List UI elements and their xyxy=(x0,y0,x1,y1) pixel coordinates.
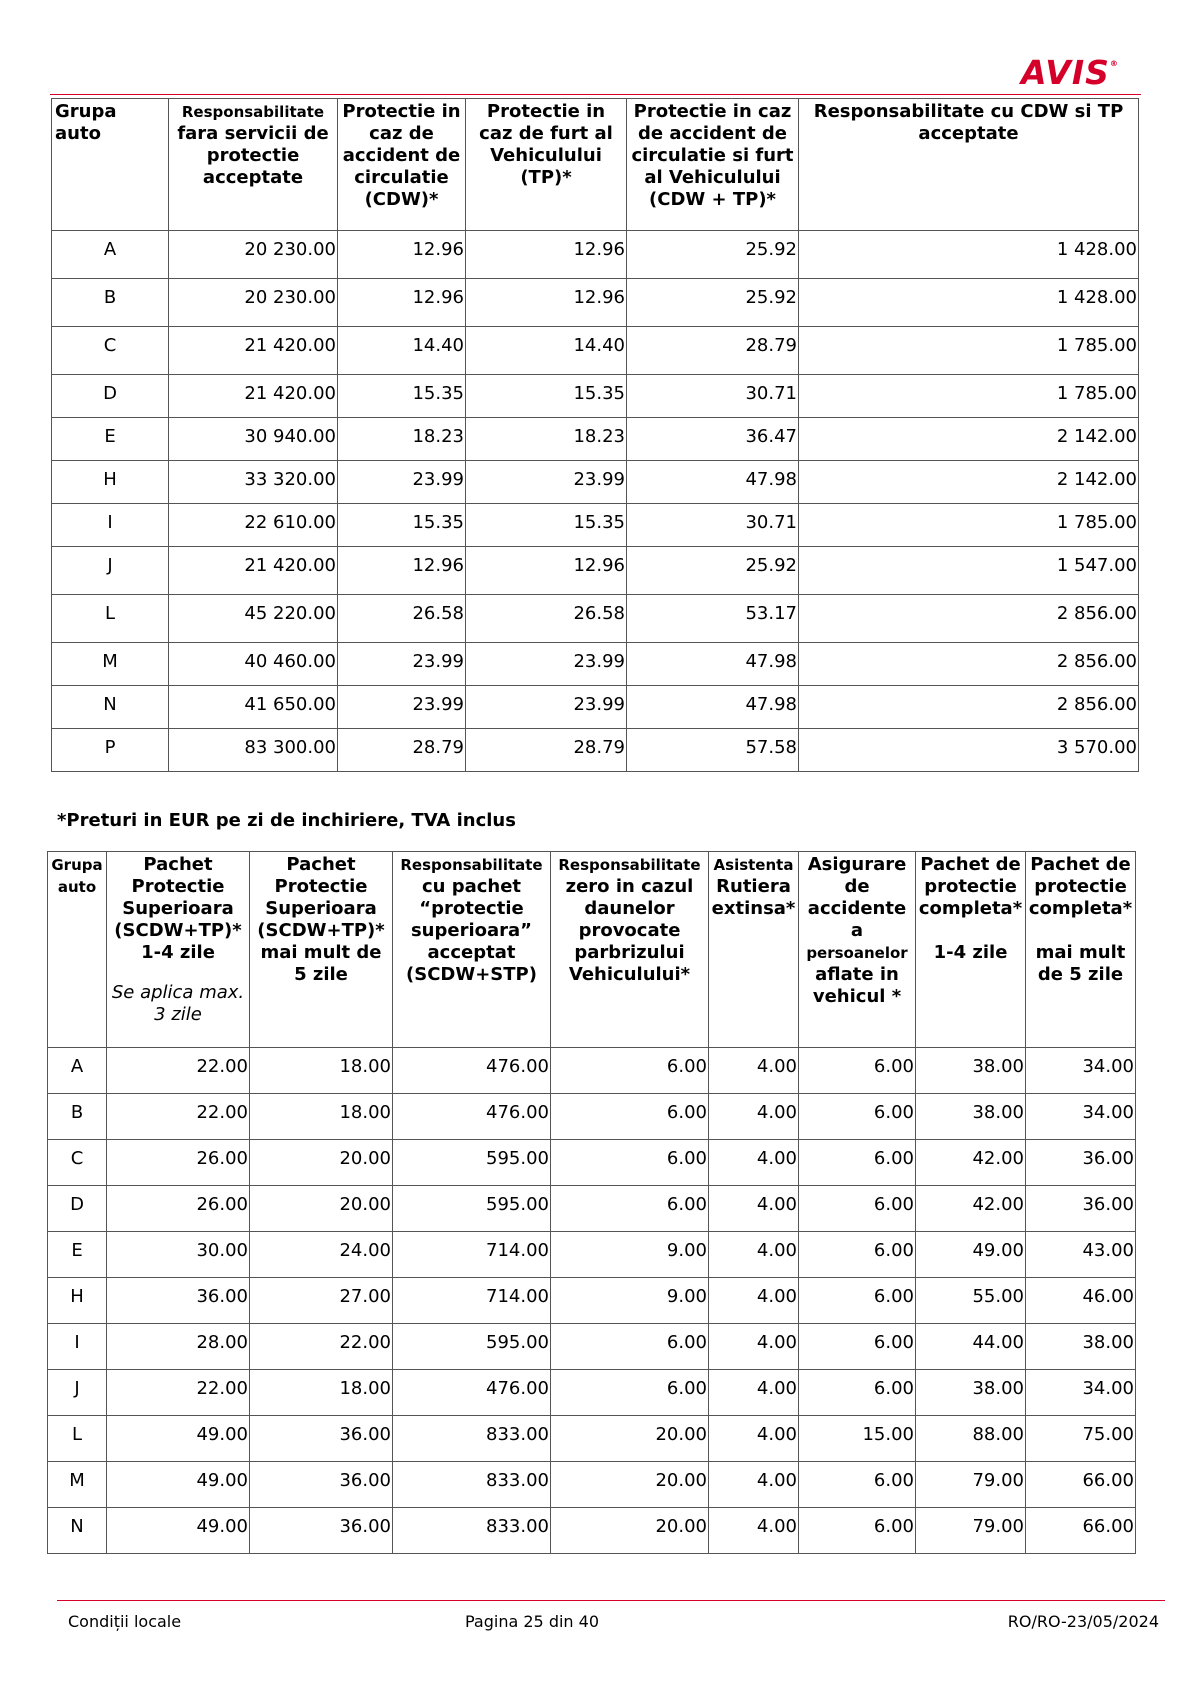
price-cell: 4.00 xyxy=(709,1232,799,1278)
price-cell: 38.00 xyxy=(916,1048,1026,1094)
price-cell: 24.00 xyxy=(250,1232,393,1278)
price-cell: 42.00 xyxy=(916,1140,1026,1186)
logo-text: AVIS xyxy=(1021,53,1110,92)
price-cell: 1 785.00 xyxy=(799,327,1139,375)
price-cell: 49.00 xyxy=(916,1232,1026,1278)
price-cell: 34.00 xyxy=(1026,1370,1136,1416)
group-cell: D xyxy=(52,375,169,418)
price-cell: 18.00 xyxy=(250,1094,393,1140)
price-cell: 23.99 xyxy=(338,643,466,686)
header-full-5-a: Pachet de protectie completa* xyxy=(1028,854,1133,919)
price-cell: 23.99 xyxy=(338,686,466,729)
price-cell: 36.00 xyxy=(250,1462,393,1508)
price-cell: 34.00 xyxy=(1026,1094,1136,1140)
price-cell: 40 460.00 xyxy=(169,643,338,686)
header-cdw: Protectie in caz de accident de circulatie (CDW)* xyxy=(338,99,466,231)
price-cell: 20.00 xyxy=(551,1416,709,1462)
header-roadside xyxy=(709,852,799,1048)
header-full-5-b: mai mult de 5 zile xyxy=(1035,942,1126,985)
price-cell: 6.00 xyxy=(799,1186,916,1232)
price-cell: 1 785.00 xyxy=(799,375,1139,418)
price-cell: 4.00 xyxy=(709,1324,799,1370)
group-cell: C xyxy=(52,327,169,375)
price-cell: 49.00 xyxy=(107,1462,250,1508)
price-cell: 6.00 xyxy=(799,1094,916,1140)
price-cell: 26.00 xyxy=(107,1140,250,1186)
table-row xyxy=(52,595,1139,643)
price-cell: 1 547.00 xyxy=(799,547,1139,595)
table-row xyxy=(48,1370,1136,1416)
price-cell: 36.00 xyxy=(1026,1140,1136,1186)
price-cell: 6.00 xyxy=(799,1048,916,1094)
price-cell: 20.00 xyxy=(250,1140,393,1186)
price-cell: 36.47 xyxy=(627,418,799,461)
price-cell: 3 570.00 xyxy=(799,729,1139,772)
group-cell: N xyxy=(48,1508,107,1554)
header-liability-no-protection xyxy=(169,99,338,231)
header-liability-rest: fara servicii de protectie acceptate xyxy=(177,123,329,188)
table-row xyxy=(52,643,1139,686)
price-cell: 49.00 xyxy=(107,1508,250,1554)
table-row xyxy=(52,327,1139,375)
group-cell: H xyxy=(48,1278,107,1324)
price-cell: 2 142.00 xyxy=(799,461,1139,504)
price-cell: 53.17 xyxy=(627,595,799,643)
price-cell: 6.00 xyxy=(551,1140,709,1186)
price-cell: 23.99 xyxy=(466,643,627,686)
table-row xyxy=(52,686,1139,729)
price-cell: 33 320.00 xyxy=(169,461,338,504)
price-cell: 22 610.00 xyxy=(169,504,338,547)
header-windscreen xyxy=(551,852,709,1048)
table-row xyxy=(48,1094,1136,1140)
table-row xyxy=(52,461,1139,504)
header-pai-a: Asigurare de accidente a xyxy=(807,854,907,941)
group-cell: J xyxy=(48,1370,107,1416)
header-liability-cdw-tp: Responsabilitate cu CDW si TP acceptate xyxy=(799,99,1139,231)
price-cell: 6.00 xyxy=(551,1370,709,1416)
group-cell: M xyxy=(52,643,169,686)
price-cell: 4.00 xyxy=(709,1186,799,1232)
price-cell: 6.00 xyxy=(799,1278,916,1324)
price-cell: 15.35 xyxy=(338,375,466,418)
price-cell: 26.00 xyxy=(107,1186,250,1232)
header-pai xyxy=(799,852,916,1048)
price-cell: 6.00 xyxy=(799,1462,916,1508)
group-cell: L xyxy=(48,1416,107,1462)
price-cell: 12.96 xyxy=(466,547,627,595)
price-cell: 88.00 xyxy=(916,1416,1026,1462)
price-cell: 595.00 xyxy=(393,1324,551,1370)
price-cell: 15.35 xyxy=(466,504,627,547)
group-cell: M xyxy=(48,1462,107,1508)
price-cell: 26.58 xyxy=(338,595,466,643)
package-prices-table xyxy=(47,851,1136,1554)
price-cell: 21 420.00 xyxy=(169,547,338,595)
price-cell: 6.00 xyxy=(551,1324,709,1370)
header-liability-small: Responsabilitate xyxy=(181,103,325,121)
group-cell: A xyxy=(52,231,169,279)
price-cell: 44.00 xyxy=(916,1324,1026,1370)
header-pai-small: persoanelor xyxy=(806,944,908,962)
header-scdw-5: Pachet Protectie Superioara (SCDW+TP)* mai mult de 5 zile xyxy=(250,852,393,1048)
price-cell: 57.58 xyxy=(627,729,799,772)
price-cell: 28.79 xyxy=(338,729,466,772)
group-cell: L xyxy=(52,595,169,643)
price-cell: 34.00 xyxy=(1026,1048,1136,1094)
group-cell: D xyxy=(48,1186,107,1232)
price-cell: 25.92 xyxy=(627,279,799,327)
table-row xyxy=(48,1324,1136,1370)
price-cell: 18.23 xyxy=(466,418,627,461)
price-cell: 66.00 xyxy=(1026,1462,1136,1508)
table-row xyxy=(48,1462,1136,1508)
table-row xyxy=(48,1416,1136,1462)
header-windscreen-rest: zero in cazul daunelor provocate parbrizului Vehiculului* xyxy=(565,876,694,985)
price-cell: 12.96 xyxy=(466,279,627,327)
table-header-row xyxy=(48,852,1136,1048)
price-cell: 49.00 xyxy=(107,1416,250,1462)
table-row xyxy=(48,1278,1136,1324)
price-cell: 6.00 xyxy=(799,1508,916,1554)
header-tp: Protectie in caz de furt al Vehiculului (TP)* xyxy=(466,99,627,231)
price-cell: 15.35 xyxy=(466,375,627,418)
group-cell: P xyxy=(52,729,169,772)
price-cell: 22.00 xyxy=(107,1370,250,1416)
price-cell: 20.00 xyxy=(551,1508,709,1554)
price-cell: 12.96 xyxy=(466,231,627,279)
price-cell: 15.35 xyxy=(338,504,466,547)
header-group: Grupa auto xyxy=(48,852,107,1048)
table-row xyxy=(52,504,1139,547)
price-cell: 28.79 xyxy=(627,327,799,375)
price-cell: 43.00 xyxy=(1026,1232,1136,1278)
price-cell: 22.00 xyxy=(250,1324,393,1370)
price-cell: 23.99 xyxy=(466,686,627,729)
table-row xyxy=(52,231,1139,279)
registered-mark: ® xyxy=(1109,59,1119,68)
avis-logo xyxy=(1021,53,1119,92)
price-cell: 46.00 xyxy=(1026,1278,1136,1324)
price-cell: 20.00 xyxy=(551,1462,709,1508)
group-cell: B xyxy=(48,1094,107,1140)
table-row xyxy=(48,1232,1136,1278)
header-full-1-4-b: 1-4 zile xyxy=(933,942,1008,963)
price-cell: 15.00 xyxy=(799,1416,916,1462)
price-cell: 14.40 xyxy=(338,327,466,375)
price-cell: 42.00 xyxy=(916,1186,1026,1232)
price-cell: 4.00 xyxy=(709,1048,799,1094)
footer-doc-ref: RO/RO-23/05/2024 xyxy=(1007,1612,1159,1631)
table-row xyxy=(48,1140,1136,1186)
header-scdw-1-4-label: Pachet Protectie Superioara (SCDW+TP)* 1-4 zile xyxy=(114,854,242,963)
price-cell: 30.71 xyxy=(627,375,799,418)
price-cell: 36.00 xyxy=(107,1278,250,1324)
table-row xyxy=(52,547,1139,595)
price-cell: 47.98 xyxy=(627,461,799,504)
header-liability-stp-small: Responsabilitate xyxy=(400,856,543,874)
price-cell: 1 428.00 xyxy=(799,279,1139,327)
price-cell: 6.00 xyxy=(799,1140,916,1186)
price-cell: 83 300.00 xyxy=(169,729,338,772)
table-row xyxy=(48,1186,1136,1232)
price-cell: 6.00 xyxy=(799,1370,916,1416)
header-full-1-4 xyxy=(916,852,1026,1048)
price-cell: 714.00 xyxy=(393,1278,551,1324)
protection-prices-table xyxy=(51,98,1139,772)
price-cell: 4.00 xyxy=(709,1508,799,1554)
price-cell: 6.00 xyxy=(551,1186,709,1232)
group-cell: H xyxy=(52,461,169,504)
price-cell: 22.00 xyxy=(107,1048,250,1094)
table-row xyxy=(52,375,1139,418)
price-cell: 30.71 xyxy=(627,504,799,547)
group-cell: I xyxy=(52,504,169,547)
header-scdw-1-4 xyxy=(107,852,250,1048)
price-cell: 66.00 xyxy=(1026,1508,1136,1554)
table-row xyxy=(52,729,1139,772)
price-cell: 47.98 xyxy=(627,686,799,729)
table-row xyxy=(48,1508,1136,1554)
price-cell: 38.00 xyxy=(1026,1324,1136,1370)
price-cell: 18.00 xyxy=(250,1048,393,1094)
group-cell: B xyxy=(52,279,169,327)
price-cell: 20 230.00 xyxy=(169,231,338,279)
price-cell: 55.00 xyxy=(916,1278,1026,1324)
price-cell: 4.00 xyxy=(709,1278,799,1324)
price-cell: 38.00 xyxy=(916,1370,1026,1416)
group-cell: E xyxy=(48,1232,107,1278)
header-roadside-small: Asistenta xyxy=(713,856,794,874)
price-cell: 38.00 xyxy=(916,1094,1026,1140)
price-cell: 30.00 xyxy=(107,1232,250,1278)
price-cell: 28.00 xyxy=(107,1324,250,1370)
table-row xyxy=(48,1048,1136,1094)
price-cell: 12.96 xyxy=(338,547,466,595)
price-cell: 714.00 xyxy=(393,1232,551,1278)
header-liability-stp-rest: cu pachet “protectie superioara” acceptat (SCDW+STP) xyxy=(406,876,537,985)
price-cell: 6.00 xyxy=(799,1232,916,1278)
page-number: Pagina 25 din 40 xyxy=(465,1612,599,1631)
table-row xyxy=(52,279,1139,327)
price-cell: 4.00 xyxy=(709,1370,799,1416)
price-cell: 23.99 xyxy=(338,461,466,504)
price-cell: 45 220.00 xyxy=(169,595,338,643)
price-cell: 476.00 xyxy=(393,1048,551,1094)
price-cell: 79.00 xyxy=(916,1462,1026,1508)
header-full-1-4-a: Pachet de protectie completa* xyxy=(918,854,1023,919)
price-cell: 833.00 xyxy=(393,1416,551,1462)
price-cell: 22.00 xyxy=(107,1094,250,1140)
price-cell: 4.00 xyxy=(709,1094,799,1140)
price-cell: 6.00 xyxy=(551,1048,709,1094)
price-cell: 4.00 xyxy=(709,1462,799,1508)
header-liability-stp xyxy=(393,852,551,1048)
price-cell: 9.00 xyxy=(551,1278,709,1324)
price-cell: 36.00 xyxy=(250,1416,393,1462)
price-cell: 14.40 xyxy=(466,327,627,375)
price-cell: 6.00 xyxy=(799,1324,916,1370)
price-cell: 47.98 xyxy=(627,643,799,686)
header-windscreen-small: Responsabilitate xyxy=(558,856,701,874)
footer-left: Condiții locale xyxy=(68,1612,182,1631)
group-cell: A xyxy=(48,1048,107,1094)
price-cell: 2 856.00 xyxy=(799,643,1139,686)
price-cell: 79.00 xyxy=(916,1508,1026,1554)
price-cell: 36.00 xyxy=(250,1508,393,1554)
table-row xyxy=(52,418,1139,461)
price-cell: 833.00 xyxy=(393,1462,551,1508)
price-cell: 20 230.00 xyxy=(169,279,338,327)
price-cell: 23.99 xyxy=(466,461,627,504)
group-cell: E xyxy=(52,418,169,461)
price-cell: 595.00 xyxy=(393,1186,551,1232)
price-cell: 476.00 xyxy=(393,1370,551,1416)
header-rule xyxy=(50,94,1141,95)
price-cell: 25.92 xyxy=(627,547,799,595)
price-cell: 6.00 xyxy=(551,1094,709,1140)
price-cell: 1 785.00 xyxy=(799,504,1139,547)
price-cell: 595.00 xyxy=(393,1140,551,1186)
price-cell: 18.00 xyxy=(250,1370,393,1416)
header-group: Grupa auto xyxy=(52,99,169,231)
footer-rule xyxy=(57,1600,1165,1601)
price-note: *Preturi in EUR pe zi de inchiriere, TVA inclus xyxy=(57,810,516,831)
price-cell: 21 420.00 xyxy=(169,375,338,418)
header-cdw-tp: Protectie in caz de accident de circulatie si furt al Vehiculului (CDW + TP)* xyxy=(627,99,799,231)
price-cell: 12.96 xyxy=(338,231,466,279)
price-cell: 833.00 xyxy=(393,1508,551,1554)
price-cell: 2 142.00 xyxy=(799,418,1139,461)
group-cell: C xyxy=(48,1140,107,1186)
price-cell: 1 428.00 xyxy=(799,231,1139,279)
price-cell: 27.00 xyxy=(250,1278,393,1324)
price-cell: 21 420.00 xyxy=(169,327,338,375)
price-cell: 476.00 xyxy=(393,1094,551,1140)
group-cell: I xyxy=(48,1324,107,1370)
group-cell: N xyxy=(52,686,169,729)
price-cell: 25.92 xyxy=(627,231,799,279)
price-cell: 20.00 xyxy=(250,1186,393,1232)
price-cell: 36.00 xyxy=(1026,1186,1136,1232)
price-cell: 30 940.00 xyxy=(169,418,338,461)
price-cell: 28.79 xyxy=(466,729,627,772)
header-roadside-rest: Rutiera extinsa* xyxy=(711,876,796,919)
header-pai-b: aflate in vehicul * xyxy=(812,964,902,1007)
price-cell: 2 856.00 xyxy=(799,686,1139,729)
price-cell: 18.23 xyxy=(338,418,466,461)
header-full-5 xyxy=(1026,852,1136,1048)
price-cell: 26.58 xyxy=(466,595,627,643)
price-cell: 75.00 xyxy=(1026,1416,1136,1462)
price-cell: 4.00 xyxy=(709,1140,799,1186)
price-cell: 9.00 xyxy=(551,1232,709,1278)
price-cell: 2 856.00 xyxy=(799,595,1139,643)
header-scdw-note: Se aplica max. 3 zile xyxy=(111,982,245,1025)
price-cell: 41 650.00 xyxy=(169,686,338,729)
price-cell: 12.96 xyxy=(338,279,466,327)
table-header-row xyxy=(52,99,1139,231)
price-cell: 4.00 xyxy=(709,1416,799,1462)
group-cell: J xyxy=(52,547,169,595)
